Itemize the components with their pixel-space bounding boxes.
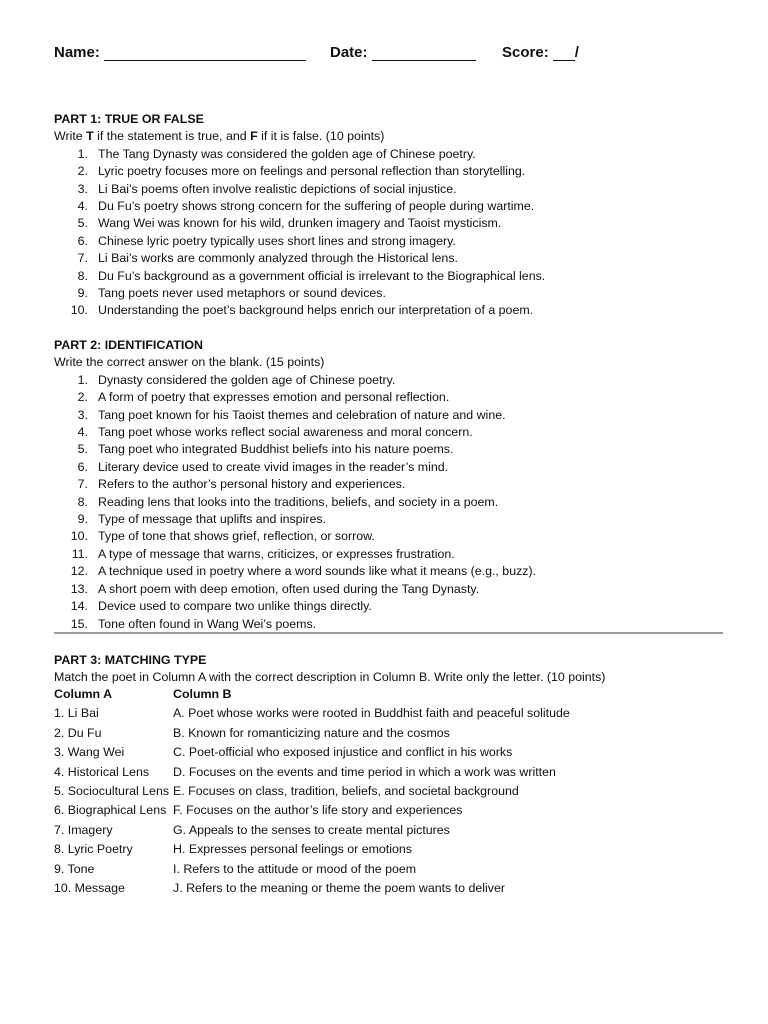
part2-item-number: 6. bbox=[77, 459, 88, 474]
matching-row bbox=[54, 803, 734, 822]
section-divider bbox=[54, 632, 723, 634]
part1-item-text: Tang poets never used metaphors or sound devices. bbox=[98, 286, 386, 301]
part1-item-number: 1. bbox=[77, 146, 88, 161]
matching-row bbox=[54, 706, 734, 725]
column-a-cell: 4. Historical Lens bbox=[54, 764, 150, 779]
part2-instructions: Write the correct answer on the blank. (15 points) bbox=[54, 355, 325, 370]
part1-item-text: Li Bai’s poems often involve realistic depictions of social injustice. bbox=[98, 181, 457, 196]
column-a-cell: 2. Du Fu bbox=[54, 725, 102, 740]
part2-item-text: Tang poet known for his Taoist themes and celebration of nature and wine. bbox=[98, 407, 506, 422]
part2-item bbox=[54, 476, 734, 493]
part1-instr-t: T bbox=[86, 129, 94, 144]
part1-true-or-false bbox=[54, 111, 734, 320]
part2-item bbox=[54, 546, 734, 563]
part2-item bbox=[54, 372, 734, 389]
part2-item-number: 11. bbox=[71, 546, 88, 561]
part2-item-number: 10. bbox=[70, 529, 88, 544]
part2-item-text: Tone often found in Wang Wei’s poems. bbox=[98, 616, 317, 631]
part2-item-text: A form of poetry that expresses emotion and personal reflection. bbox=[98, 390, 450, 405]
name-label: Name: bbox=[54, 44, 100, 61]
part2-item-text: A type of message that warns, criticizes, or expresses frustration. bbox=[98, 546, 455, 561]
part2-item bbox=[54, 494, 734, 511]
part3-matching-type bbox=[54, 652, 734, 687]
part2-item-text: Dynasty considered the golden age of Chinese poetry. bbox=[98, 372, 396, 387]
column-b-cell: C. Poet-official who exposed injustice and conflict in his works bbox=[173, 745, 513, 760]
part2-item-text: Tang poet whose works reflect social awareness and moral concern. bbox=[98, 425, 473, 440]
part2-item bbox=[54, 389, 734, 406]
column-a-cell: 1. Li Bai bbox=[54, 706, 99, 721]
column-a-header: Column A bbox=[54, 687, 113, 701]
part1-item-list bbox=[54, 146, 734, 320]
part2-item-number: 13. bbox=[70, 581, 88, 596]
part1-item bbox=[54, 285, 734, 302]
matching-row bbox=[54, 765, 734, 784]
part1-item bbox=[54, 268, 734, 285]
part2-item bbox=[54, 441, 734, 458]
date-label: Date: bbox=[330, 44, 368, 61]
column-a-cell: 6. Biographical Lens bbox=[54, 803, 167, 818]
name-blank bbox=[104, 46, 306, 61]
part1-instr-pre: Write bbox=[54, 129, 87, 144]
part2-item-list bbox=[54, 372, 734, 633]
part2-item-number: 9. bbox=[77, 512, 88, 527]
part1-item-number: 10. bbox=[70, 303, 88, 318]
part1-item bbox=[54, 215, 734, 232]
part1-item-text: Chinese lyric poetry typically uses short lines and strong imagery. bbox=[98, 233, 456, 248]
column-b-cell: G. Appeals to the senses to create mental pictures bbox=[173, 822, 450, 837]
part2-item-number: 4. bbox=[77, 425, 88, 440]
column-a-cell: 10. Message bbox=[54, 880, 125, 895]
column-a-cell: 5. Sociocultural Lens bbox=[54, 783, 170, 798]
matching-row bbox=[54, 784, 734, 803]
part2-item-text: Device used to compare two unlike things directly. bbox=[98, 599, 372, 614]
part3-instructions: Match the poet in Column A with the correct description in Column B. Write only the letter. (10 points) bbox=[54, 670, 606, 685]
part2-item-number: 7. bbox=[77, 477, 88, 492]
column-b-header: Column B bbox=[173, 687, 232, 701]
column-a-cell: 3. Wang Wei bbox=[54, 745, 125, 760]
part2-item-text: Literary device used to create vivid images in the reader’s mind. bbox=[98, 459, 449, 474]
part2-item bbox=[54, 598, 734, 615]
column-b-cell: I. Refers to the attitude or mood of the poem bbox=[173, 861, 417, 876]
part2-item bbox=[54, 511, 734, 528]
part1-item-text: The Tang Dynasty was considered the golden age of Chinese poetry. bbox=[98, 146, 476, 161]
part1-item-number: 3. bbox=[77, 181, 88, 196]
matching-table bbox=[54, 687, 734, 900]
part1-item-text: Wang Wei was known for his wild, drunken imagery and Taoist mysticism. bbox=[98, 216, 502, 231]
part2-item bbox=[54, 407, 734, 424]
part1-item bbox=[54, 250, 734, 267]
date-blank bbox=[372, 46, 476, 61]
part2-item-number: 1. bbox=[77, 372, 88, 387]
column-b-cell: F. Focuses on the author’s life story and experiences bbox=[173, 803, 463, 818]
column-b-cell: H. Expresses personal feelings or emotions bbox=[173, 842, 412, 857]
part2-item-number: 14. bbox=[70, 599, 88, 614]
part1-instructions bbox=[54, 128, 734, 145]
part2-item-text: A technique used in poetry where a word sounds like what it means (e.g., buzz). bbox=[98, 564, 537, 579]
part2-item bbox=[54, 616, 734, 633]
part1-item-text: Lyric poetry focuses more on feelings and personal reflection than storytelling. bbox=[98, 164, 526, 179]
score-suffix: / bbox=[574, 44, 579, 61]
part1-item bbox=[54, 163, 734, 180]
part1-item-number: 4. bbox=[77, 199, 88, 214]
part2-item-text: Refers to the author’s personal history and experiences. bbox=[98, 477, 406, 492]
part2-item-text: Type of tone that shows grief, reflection, or sorrow. bbox=[98, 529, 375, 544]
part1-item bbox=[54, 302, 734, 319]
column-b-cell: A. Poet whose works were rooted in Buddhist faith and peaceful solitude bbox=[173, 706, 570, 721]
matching-row bbox=[54, 823, 734, 842]
part1-item-text: Li Bai’s works are commonly analyzed through the Historical lens. bbox=[98, 251, 458, 266]
score-blank bbox=[553, 46, 575, 61]
matching-row bbox=[54, 842, 734, 861]
part1-item bbox=[54, 181, 734, 198]
part1-instr-post: if it is false. (10 points) bbox=[257, 129, 385, 144]
matching-row bbox=[54, 881, 734, 900]
part2-item-text: Type of message that uplifts and inspires. bbox=[98, 512, 326, 527]
part1-item-number: 6. bbox=[77, 233, 88, 248]
date-field bbox=[330, 44, 476, 61]
part1-item bbox=[54, 233, 734, 250]
part2-item-number: 5. bbox=[77, 442, 88, 457]
part2-item-number: 12. bbox=[70, 564, 88, 579]
matching-row bbox=[54, 726, 734, 745]
matching-row bbox=[54, 745, 734, 764]
part2-item bbox=[54, 563, 734, 580]
part2-item-number: 8. bbox=[77, 494, 88, 509]
part2-title: PART 2: IDENTIFICATION bbox=[54, 338, 203, 352]
part2-item-text: A short poem with deep emotion, often used during the Tang Dynasty. bbox=[98, 581, 480, 596]
part1-instr-mid: if the statement is true, and bbox=[93, 129, 251, 144]
part1-item-text: Du Fu’s poetry shows strong concern for the suffering of people during wartime. bbox=[98, 199, 535, 214]
part1-item-number: 8. bbox=[77, 268, 88, 283]
part2-item-text: Reading lens that looks into the traditions, beliefs, and society in a poem. bbox=[98, 494, 499, 509]
part1-item-text: Du Fu’s background as a government official is irrelevant to the Biographical lens. bbox=[98, 268, 546, 283]
column-b-cell: D. Focuses on the events and time period in which a work was written bbox=[173, 764, 556, 779]
column-b-cell: B. Known for romanticizing nature and the cosmos bbox=[173, 725, 450, 740]
part1-item-text: Understanding the poet’s background helps enrich our interpretation of a poem. bbox=[98, 303, 534, 318]
part2-item bbox=[54, 581, 734, 598]
part1-item bbox=[54, 146, 734, 163]
column-a-cell: 8. Lyric Poetry bbox=[54, 842, 133, 857]
part1-item-number: 2. bbox=[77, 164, 88, 179]
part2-item bbox=[54, 459, 734, 476]
part1-title: PART 1: TRUE OR FALSE bbox=[54, 112, 204, 126]
part2-item-number: 2. bbox=[77, 390, 88, 405]
part1-item-number: 5. bbox=[77, 216, 88, 231]
part1-item-number: 9. bbox=[77, 286, 88, 301]
matching-row bbox=[54, 862, 734, 881]
part2-item bbox=[54, 424, 734, 441]
part2-item-number: 15. bbox=[70, 616, 88, 631]
column-b-cell: J. Refers to the meaning or theme the poem wants to deliver bbox=[173, 880, 505, 895]
score-field bbox=[502, 44, 579, 61]
part1-instr-f: F bbox=[250, 129, 258, 144]
part1-item-number: 7. bbox=[77, 251, 88, 266]
part2-item-text: Tang poet who integrated Buddhist beliefs into his nature poems. bbox=[98, 442, 454, 457]
column-b-cell: E. Focuses on class, tradition, beliefs, and societal background bbox=[173, 783, 519, 798]
part2-item-number: 3. bbox=[77, 407, 88, 422]
part1-item bbox=[54, 198, 734, 215]
matching-header-row bbox=[54, 687, 734, 706]
name-field bbox=[54, 44, 306, 61]
score-label: Score: bbox=[502, 44, 549, 61]
column-a-cell: 7. Imagery bbox=[54, 822, 113, 837]
column-a-cell: 9. Tone bbox=[54, 861, 95, 876]
part3-title: PART 3: MATCHING TYPE bbox=[54, 653, 207, 667]
part2-item bbox=[54, 528, 734, 545]
part2-identification bbox=[54, 337, 734, 633]
